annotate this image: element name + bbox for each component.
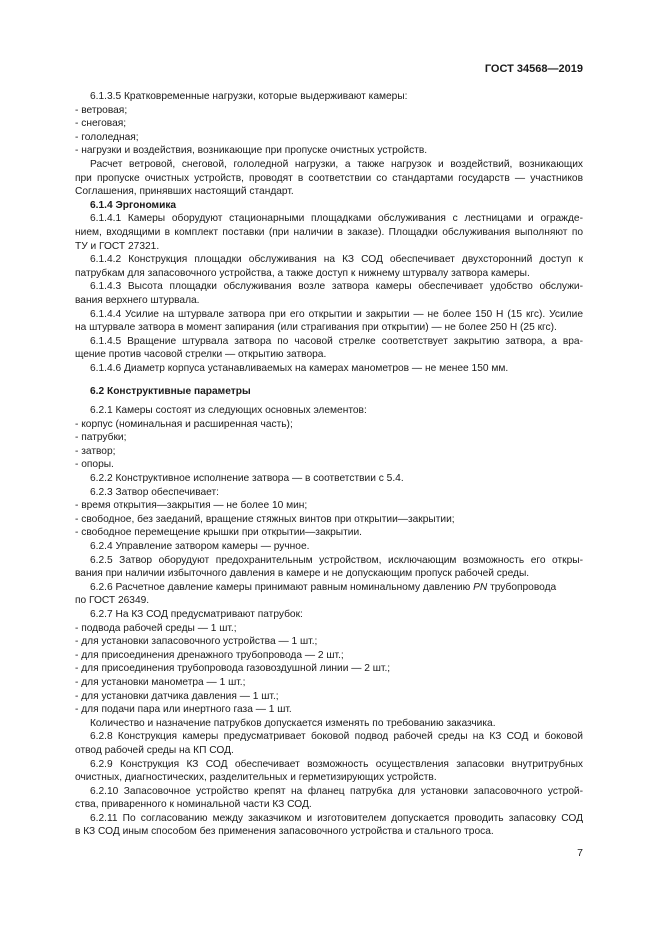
- paragraph: [75, 758, 583, 785]
- list-item: [75, 445, 583, 459]
- list-item-text: - время открытия—закрытия — не более 10 мин;: [75, 500, 308, 512]
- paragraph-line: 6.1.4.1 Камеры оборудуют стационарными площадками обслуживания с лестницами и ограждe-: [90, 213, 583, 225]
- paragraph-line: [75, 581, 583, 595]
- list-item-text: - для установки манометра — 1 шт.;: [75, 676, 246, 688]
- paragraph-line: вания при наличии избыточного давления в камере и не допускающим пропуск рабочей среды.: [75, 568, 530, 580]
- paragraph: [75, 472, 583, 486]
- paragraph-line: 6.1.3.5 Кратковременные нагрузки, которые выдерживают камеры:: [90, 91, 408, 102]
- paragraph: [75, 717, 583, 731]
- paragraph: [75, 253, 583, 280]
- heading-text: 6.2 Конструктивные параметры: [90, 386, 251, 398]
- list-item: [75, 622, 583, 636]
- pn-symbol: PN: [473, 581, 488, 593]
- page-header: ГОСТ 34568—2019: [484, 63, 583, 75]
- paragraph-line: 6.1.4.5 Вращение штурвала затвора по часовой стрелке соответствует закрытию затвора, а вра-: [90, 335, 583, 347]
- list-item: [75, 635, 583, 649]
- paragraph-line: 6.2.4 Управление затвором камеры — ручное.: [90, 541, 310, 552]
- paragraph-line: при пропуске очистных устройств, проводят в соответствии со стандартами государств — участников: [75, 172, 583, 184]
- paragraph-line: 6.1.4.6 Диаметр корпуса устанавливаемых на камерах манометров — не менее 150 мм.: [90, 362, 509, 374]
- list-item-text: - корпус (номинальная и расширенная часть);: [75, 418, 293, 430]
- page-number: 7: [577, 847, 583, 859]
- paragraph: [75, 812, 583, 839]
- list-item-text: - патрубки;: [75, 432, 127, 444]
- list-item-text: - для установки датчика давления — 1 шт.;: [75, 690, 279, 702]
- paragraph-line: в КЗ СОД иным способом без применения запасовочного устройства и стального троса.: [75, 826, 494, 838]
- paragraph: [75, 212, 583, 253]
- document-body: [75, 90, 583, 839]
- paragraph-line: Расчет ветровой, снеговой, гололедной нагрузки, а также нагрузок и воздействий, возникающих: [90, 158, 583, 170]
- text-fragment: 6.2.6 Расчетное давление камеры принимают равным номинальному давлению: [90, 581, 474, 593]
- paragraph: [75, 404, 583, 418]
- paragraph-line: по ГОСТ 26349.: [75, 595, 150, 607]
- paragraph-line: 6.1.4.2 Конструкция площадки обслуживания на КЗ СОД обеспечивает двухсторонний доступ к: [90, 254, 583, 266]
- paragraph-line: ства, приваренного к номинальной части КЗ СОД.: [75, 799, 312, 811]
- paragraph: [75, 608, 583, 622]
- list-item-text: - для присоединения дренажного трубопровода — 2 шт.;: [75, 649, 344, 661]
- paragraph-line: нием, входящими в комплект поставки (при наличии в заказе). Площадки обслуживания выполняют по: [75, 226, 583, 238]
- paragraph-line: отвод рабочей среды на КП СОД.: [75, 744, 234, 756]
- text-fragment: трубопровода: [487, 581, 557, 593]
- list-item-text: - гололедная;: [75, 131, 139, 143]
- paragraph: [75, 90, 583, 104]
- list-item-text: - для подачи пара или инертного газа — 1 шт.: [75, 704, 292, 716]
- paragraph-line: 6.2.10 Запасовочное устройство крепят на фланец патрубка для установки запасовочного устрой-: [90, 785, 583, 797]
- list-item: [75, 513, 583, 527]
- subsection-heading: [75, 199, 583, 213]
- list-item-text: - подвода рабочей среды — 1 шт.;: [75, 622, 237, 634]
- paragraph: [75, 554, 583, 581]
- list-item: [75, 131, 583, 145]
- list-item-text: - снеговая;: [75, 118, 127, 130]
- list-item: [75, 662, 583, 676]
- paragraph-line: 6.1.4.4 Усилие на штурвале затвора при его открытии и закрытии — не более 150 Н (15 кгс). Усилие: [90, 308, 583, 320]
- paragraph-line: 6.2.11 По согласованию между заказчиком и изготовителем допускается проводить запасовку СОД: [90, 812, 583, 824]
- list-item-text: - свободное перемещение крышки при открытии—закрытии.: [75, 527, 362, 539]
- list-item-text: - для установки запасовочного устройства — 1 шт.;: [75, 636, 318, 648]
- list-item-text: - затвор;: [75, 445, 116, 457]
- list-item: [75, 418, 583, 432]
- paragraph-line: 6.1.4.3 Высота площадки обслуживания возле затвора камеры обеспечивает удобство обслужи-: [90, 281, 583, 293]
- paragraph-line: 6.2.2 Конструктивное исполнение затвора — в соответствии с 5.4.: [90, 473, 404, 485]
- paragraph-line: патрубкам для запасовочного устройства, а также доступ к нижнему штурвалу затвора камеры.: [75, 267, 530, 279]
- list-item-text: - нагрузки и воздействия, возникающие при пропуске очистных устройств.: [75, 145, 428, 157]
- paragraph-line: 6.2.7 На КЗ СОД предусматривают патрубок:: [90, 608, 303, 620]
- paragraph-line: вания верхнего штурвала.: [75, 294, 200, 306]
- paragraph: [75, 308, 583, 335]
- paragraph-line: 6.2.9 Конструкция КЗ СОД обеспечивает возможность осуществления запасовки внутритрубных: [90, 758, 583, 770]
- list-item: [75, 104, 583, 118]
- list-item: [75, 526, 583, 540]
- list-item: [75, 144, 583, 158]
- paragraph: [75, 158, 583, 199]
- paragraph-line: Соглашения, принявших настоящий стандарт.: [75, 186, 294, 198]
- list-item: [75, 431, 583, 445]
- paragraph-line: очистных, диагностических, разделительных и герметизирующих устройств.: [75, 772, 437, 784]
- list-item: [75, 499, 583, 513]
- paragraph: [75, 486, 583, 500]
- paragraph: [75, 581, 583, 608]
- paragraph: [75, 280, 583, 307]
- list-item-text: - свободное, без заеданий, вращение стяжных винтов при открытии—закрытии;: [75, 513, 455, 525]
- paragraph-line: Количество и назначение патрубков допускается изменять по требованию заказчика.: [90, 717, 496, 729]
- paragraph-line: 6.2.5 Затвор оборудуют предохранительным устройством, исключающим возможность его откры-: [90, 554, 583, 566]
- list-item: [75, 117, 583, 131]
- list-item: [75, 649, 583, 663]
- list-item: [75, 458, 583, 472]
- paragraph-line: 6.2.1 Камеры состоят из следующих основных элементов:: [90, 405, 367, 417]
- section-heading: [75, 385, 583, 399]
- list-item-text: - для присоединения трубопровода газовоздушной линии — 2 шт.;: [75, 663, 391, 675]
- paragraph-line: щение против часовой стрелки — открытию затвора.: [75, 349, 327, 361]
- list-item-text: - ветровая;: [75, 104, 128, 116]
- paragraph: [75, 335, 583, 362]
- heading-text: 6.1.4 Эргономика: [90, 199, 177, 211]
- paragraph: [75, 362, 583, 376]
- paragraph: [75, 730, 583, 757]
- paragraph-line: ТУ и ГОСТ 27321.: [75, 240, 160, 252]
- list-item-text: - опоры.: [75, 459, 114, 471]
- paragraph: [75, 540, 583, 554]
- paragraph-line: на штурвале затвора в момент запирания (или страгивания при открытии) — не более 250 Н (25 кгс).: [75, 322, 557, 334]
- paragraph-line: 6.2.8 Конструкция камеры предусматривает боковой подвод рабочей среды на КЗ СОД и боковой: [90, 731, 583, 743]
- paragraph: [75, 785, 583, 812]
- list-item: [75, 676, 583, 690]
- list-item: [75, 703, 583, 717]
- list-item: [75, 690, 583, 704]
- paragraph-line: 6.2.3 Затвор обеспечивает:: [90, 486, 219, 498]
